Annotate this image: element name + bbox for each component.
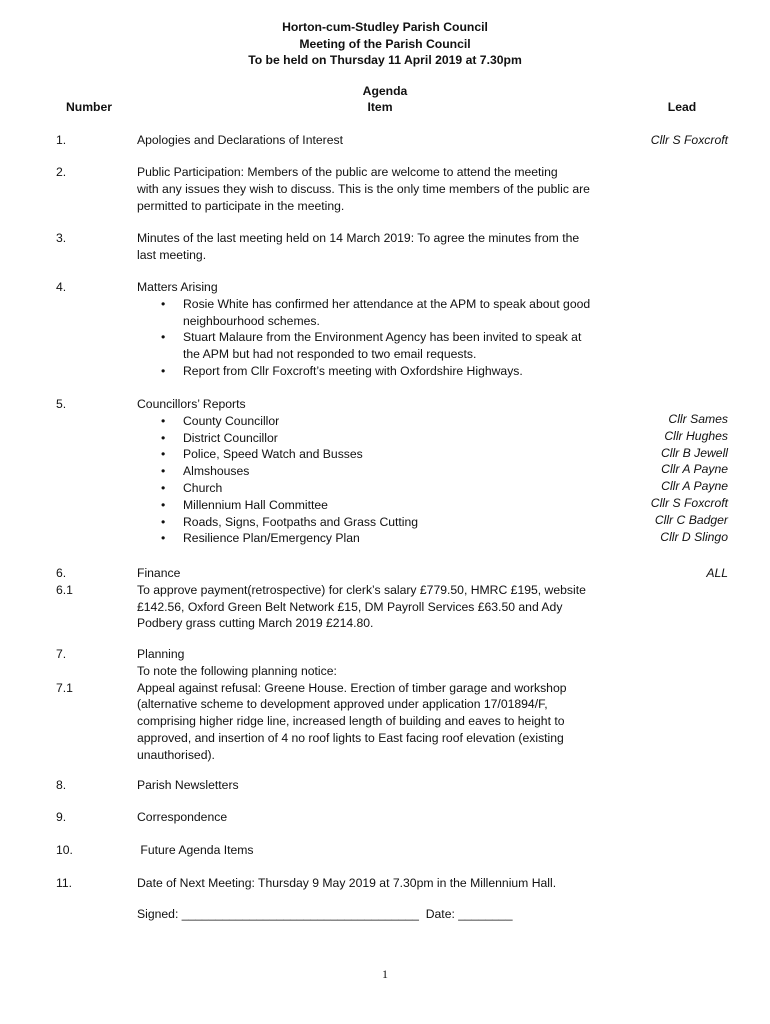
bullet-icon: • [161, 514, 166, 529]
item-text-line: Public Participation: Members of the public are welcome to attend the meeting [137, 165, 558, 179]
list-item [137, 413, 627, 430]
column-header-lead: Lead [667, 100, 697, 114]
item-text-line: To approve payment(retrospective) for clerk’s salary £779.50, HMRC £195, website [137, 582, 586, 597]
report-lead: Cllr A Payne [661, 479, 728, 494]
report-name: Almshouses [183, 464, 250, 479]
report-name: Police, Speed Watch and Busses [183, 447, 363, 462]
item-number: 4. [56, 280, 67, 294]
bullet-icon: • [161, 430, 166, 445]
column-header-agenda: Agenda [362, 84, 408, 98]
report-name: Millennium Hall Committee [183, 497, 328, 512]
item-text [137, 164, 627, 214]
bullet-icon: • [161, 447, 166, 462]
bullet-icon: • [161, 464, 166, 479]
item-text [137, 230, 627, 264]
item-lead: Cllr S Foxcroft [650, 133, 728, 147]
report-leads [578, 411, 728, 545]
bullet-icon: • [161, 531, 166, 546]
list-item-line: the APM but had not responded to two email requests. [183, 347, 477, 362]
report-name: District Councillor [183, 430, 278, 445]
item-number: 9. [56, 810, 67, 824]
item-text: Future Agenda Items [137, 843, 254, 857]
list-item [137, 530, 627, 547]
list-item [137, 446, 627, 463]
item-title: Finance [137, 566, 181, 580]
item-number: 10. [56, 843, 73, 857]
report-lead: Cllr C Badger [654, 512, 728, 527]
report-name: Resilience Plan/Emergency Plan [183, 531, 360, 546]
item-title: Councillors’ Reports [137, 397, 246, 411]
item-text-line: Minutes of the last meeting held on 14 March 2019: To agree the minutes from the [137, 231, 580, 245]
meeting-date: To be held on Thursday 11 April 2019 at 7.30pm [248, 53, 522, 67]
list-item [137, 480, 627, 497]
report-lead: Cllr Hughes [664, 428, 728, 443]
column-header-number: Number [65, 100, 113, 114]
item-text-line: comprising higher ridge line, increased length of building and eaves to height to [137, 714, 565, 729]
bullet-icon: • [161, 330, 166, 345]
item-number: 1. [56, 133, 67, 147]
item-title: Planning [137, 647, 185, 661]
list-item-line: Report from Cllr Foxcroft’s meeting with Oxfordshire Highways. [183, 363, 523, 378]
document-header [0, 19, 770, 69]
council-name: Horton-cum-Studley Parish Council [282, 20, 488, 34]
list-item-line: Stuart Malaure from the Environment Agency has been invited to speak at [183, 330, 582, 345]
report-lead: Cllr A Payne [661, 462, 728, 477]
report-lead: Cllr B Jewell [660, 445, 728, 460]
bullet-icon: • [161, 296, 166, 311]
sub-item-number: 6.1 [56, 582, 73, 597]
item-text-line: approved, and insertion of 4 no roof lights to East facing roof elevation (existing [137, 730, 564, 745]
item-text-line: permitted to participate in the meeting. [137, 198, 345, 213]
report-lead: Cllr S Foxcroft [650, 495, 728, 510]
list-item [137, 514, 627, 531]
item-text [137, 646, 627, 764]
bullet-list [137, 413, 627, 547]
item-text: Correspondence [137, 810, 228, 824]
item-lead: ALL [706, 566, 728, 580]
item-text-line: £142.56, Oxford Green Belt Network £15, DM Payroll Services £63.50 and Ady [137, 599, 563, 614]
signature-line: Signed: ___________________________________ Date: ________ [137, 907, 513, 921]
bullet-icon: • [161, 363, 166, 378]
item-text-line: last meeting. [137, 247, 207, 262]
list-item [137, 497, 627, 514]
list-item [137, 296, 627, 330]
list-item-line: neighbourhood schemes. [183, 313, 320, 328]
bullet-icon: • [161, 480, 166, 495]
item-text-line: Appeal against refusal: Greene House. Erection of timber garage and workshop [137, 680, 567, 695]
item-text-line: unauthorised). [137, 747, 215, 762]
page-number: 1 [382, 967, 388, 981]
item-title: Matters Arising [137, 280, 218, 294]
item-text [137, 396, 627, 547]
item-number: 2. [56, 165, 67, 179]
list-item [137, 430, 627, 447]
item-text [137, 565, 627, 632]
meeting-title: Meeting of the Parish Council [299, 36, 471, 51]
report-lead: Cllr Sames [668, 412, 728, 426]
bullet-icon: • [161, 413, 166, 428]
bullet-icon: • [161, 497, 166, 512]
report-lead: Cllr D Slingo [660, 529, 728, 544]
report-name: Church [183, 480, 223, 495]
report-name: Roads, Signs, Footpaths and Grass Cutting [183, 514, 419, 529]
report-name: County Councillor [183, 413, 280, 428]
item-number: 5. [56, 397, 67, 411]
item-text: Apologies and Declarations of Interest [137, 133, 343, 147]
list-item [137, 463, 627, 480]
item-number: 11. [56, 876, 73, 890]
item-text-line: with any issues they wish to discuss. This is the only time members of the public are [137, 181, 590, 196]
item-text [137, 279, 627, 380]
column-header-item: Item [367, 100, 393, 114]
bullet-list [137, 296, 627, 380]
list-item [137, 363, 627, 380]
item-number: 8. [56, 778, 67, 792]
item-text: Date of Next Meeting: Thursday 9 May 2019 at 7.30pm in the Millennium Hall. [137, 876, 557, 890]
sub-item-number: 7.1 [56, 680, 73, 695]
item-number: 3. [56, 231, 67, 245]
item-intro: To note the following planning notice: [137, 663, 337, 678]
list-item [137, 329, 627, 363]
item-number: 6. [56, 566, 67, 580]
item-number: 7. [56, 647, 67, 661]
list-item-line: Rosie White has confirmed her attendance at the APM to speak about good [183, 296, 591, 311]
item-text-line: Podbery grass cutting March 2019 £214.80. [137, 616, 374, 631]
item-text-line: (alternative scheme to development approved under application 17/01894/F, [137, 697, 548, 712]
item-text: Parish Newsletters [137, 778, 239, 792]
